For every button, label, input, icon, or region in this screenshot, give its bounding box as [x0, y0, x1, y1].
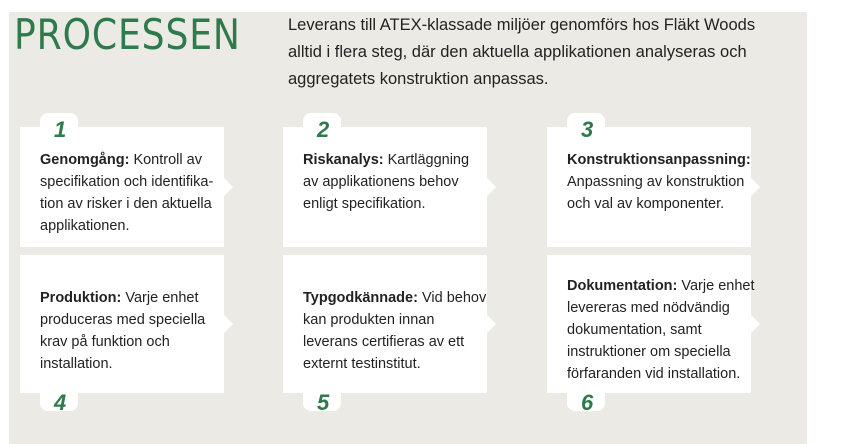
step-title: Riskanalys: — [303, 152, 384, 168]
step-title: Typgodkännade: — [303, 290, 418, 306]
step-text — [303, 149, 487, 215]
step-number: 3 — [581, 117, 594, 142]
page-title: PROCESSEN — [14, 10, 241, 59]
step-title: Genomgång: — [40, 152, 130, 168]
step-card-4 — [20, 255, 224, 415]
step-description: Anpassning av konstruktion och val av komponenter. — [567, 174, 745, 212]
step-text — [567, 149, 763, 215]
step-card-5 — [283, 255, 487, 415]
step-title: Dokumentation: — [567, 278, 678, 294]
step-number: 4 — [54, 390, 67, 415]
step-description: Varje enhet levereras med nödvändig dokumentation, samt instruktioner om speciella förfaranden vid installation. — [567, 278, 755, 382]
step-text — [303, 287, 491, 375]
step-description: Varje enhet produceras med speciella krav på funktion och installation. — [40, 290, 206, 372]
step-description: Kartläggning av applikationens behov enligt specifikation. — [303, 152, 470, 212]
intro-text: Leverans till ATEX-klassade miljöer genomförs hos Fläkt Woods alltid i flera steg, där den aktuella applikationen analyseras och aggregatets konstruktion anpassas. — [288, 16, 756, 88]
step-description: Kontroll av specifikation och identifika-tion av risker i den aktuella applikationen. — [40, 152, 214, 234]
step-title: Produktion: — [40, 290, 122, 306]
step-card-6 — [547, 255, 755, 415]
step-description: Vid behov kan produkten innan leverans certifieras av ett externt testinstitut. — [303, 290, 487, 372]
step-card-3 — [547, 117, 751, 247]
step-number: 5 — [317, 390, 330, 415]
step-card-1 — [20, 117, 224, 247]
step-number: 1 — [54, 117, 67, 142]
step-title: Konstruktionsanpassning: — [567, 152, 751, 168]
step-text — [567, 275, 755, 385]
step-text — [40, 287, 226, 375]
step-number: 2 — [317, 117, 330, 142]
step-number: 6 — [581, 390, 594, 415]
step-card-2 — [283, 117, 487, 247]
step-text — [40, 149, 226, 237]
